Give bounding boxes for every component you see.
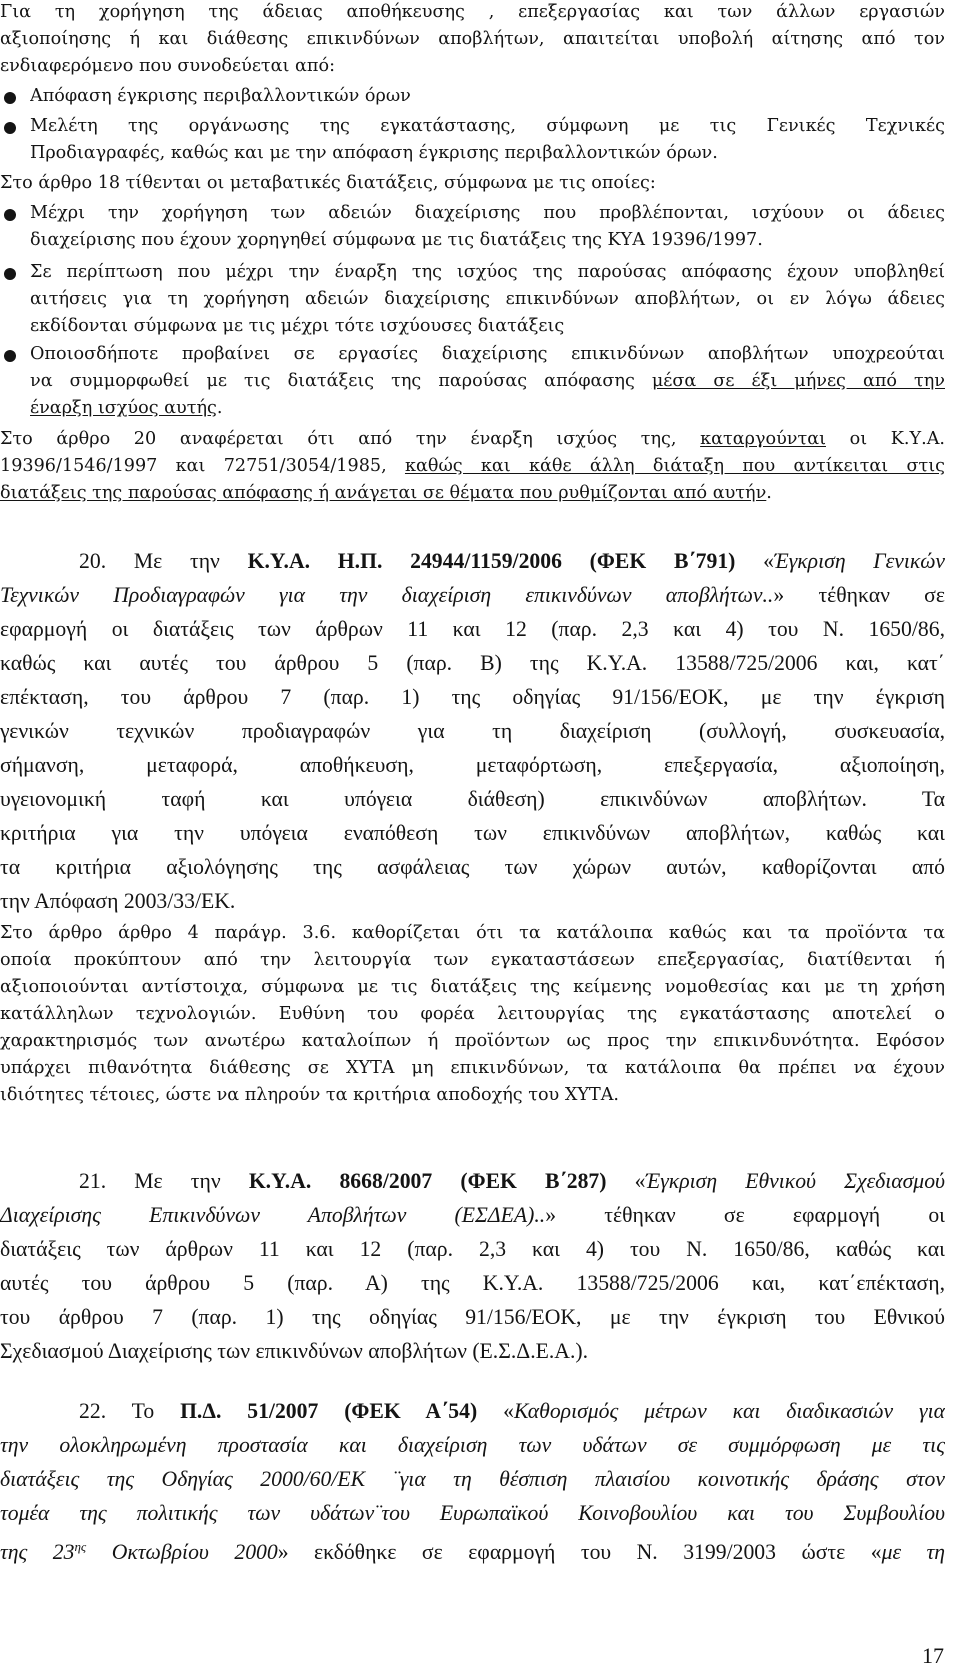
text-span: 22. Το [79,1399,181,1423]
italic-title: Τεχνικών Προδιαγραφών για την διαχείριση επικινδύνων αποβλήτων.. [0,583,774,607]
text-span: να συμμορφωθεί με τις διατάξεις της παρούσας απόφασης [30,371,652,391]
article-20-line [0,427,945,453]
bold-reference: Π.Δ. 51/2007 (ΦΕΚ Α΄54) [180,1399,478,1423]
section-22-line [0,1531,945,1568]
section-22-line [0,1429,945,1461]
section-21-line: Σχεδιασμού Διαχείρισης των επικινδύνων αποβλήτων (Ε.Σ.Δ.Ε.Α.). [0,1339,589,1363]
bullet-item-line: Μελέτη της οργάνωσης της εγκατάστασης, σύμφωνη με τις Γενικές Τεχνικές [30,116,945,136]
section-21-line: αυτές του άρθρου 5 (παρ. Α) της Κ.Υ.Α. 13588/725/2006 και, κατ΄επέκταση, [0,1271,945,1295]
article-4-line: υπάρχει πιθανότητα διάθεσης σε ΧΥΤΑ μη επικινδύνων, τα κατάλοιπα θα πρέπει να έχουν [0,1058,945,1078]
section-20-line: κριτήρια για την υπόγεια εναπόθεση των επικινδύνων αποβλήτων, καθώς και [0,821,945,845]
italic-text: της 23 [0,1540,75,1565]
italic-title: Διαχείρισης Επικινδύνων Αποβλήτων (ΕΣΔΕΑ).. [0,1203,546,1227]
italic-text: με τη [881,1540,945,1565]
section-20-line: σήμανση, μεταφορά, αποθήκευση, μεταφόρτωση, επεξεργασία, αξιοποίηση, [0,753,945,777]
article-18-text: Στο άρθρο 18 τίθενται οι μεταβατικές διατάξεις, σύμφωνα με τις οποίες: [0,173,656,193]
italic-title: Καθορισμός μέτρων και διαδικασιών για [513,1399,945,1423]
text-span: » εκδόθηκε σε εφαρμογή του Ν. 3199/2003 ώστε « [277,1540,882,1565]
bullet-item-line: αιτήσεις για τη χορήγηση αδειών διαχείρισης επικινδύνων αποβλήτων, οι εν λόγω άδειες [30,289,945,309]
intro-line: ενδιαφερόμενο που συνοδεύεται από: [0,56,336,76]
underlined-text: καθώς και κάθε άλλη διάταξη που αντίκειται στις [404,456,945,476]
bullet-icon [4,209,16,221]
bullet-item-line [30,369,945,395]
section-22-line [0,1497,945,1529]
bullet-item-line: εκδίδονται σύμφωνα με τις μέχρι τότε ισχύουσες διατάξεις [30,316,565,336]
article-20-line [0,454,945,480]
section-20-line: υγειονομική ταφή και υπόγεια διάθεση) επικινδύνων αποβλήτων. Τα [0,787,945,811]
bullet-icon [4,92,16,104]
section-21-line [0,1199,945,1231]
section-21-line: διατάξεις των άρθρων 11 και 12 (παρ. 2,3 και 4) του Ν. 1650/86, καθώς και [0,1237,945,1261]
text-span: « [606,1169,646,1193]
text-span: « [735,549,774,573]
bullet-icon [4,122,16,134]
text-span: 20. Με την [79,549,248,573]
bullet-icon [4,268,16,280]
article-4-line: οποία προκύπτουν από την λειτουργία των εγκαταστάσεων επεξεργασίας, διατίθενται ή [0,950,945,970]
bold-reference: Κ.Υ.Α. 8668/2007 (ΦΕΚ Β΄287) [248,1169,607,1193]
bullet-item: Απόφαση έγκρισης περιβαλλοντικών όρων [30,86,411,106]
bullet-item-line: Μέχρι την χορήγηση των αδειών διαχείρισης που προβλέπονται, ισχύουν οι άδειες [30,203,945,223]
section-22-line [0,1463,945,1495]
text-span: » τέθηκαν σε [773,583,945,607]
bullet-item-line [30,396,945,422]
intro-line: Για τη χορήγηση της άδειας αποθήκευσης , επεξεργασίας και των άλλων εργασιών [0,2,945,22]
section-20-line: εφαρμογή οι διατάξεις των άρθρων 11 και 12 (παρ. 2,3 και 4) του Ν. 1650/86, [0,617,945,641]
section-21-heading [79,1165,945,1197]
text-span: Στο άρθρο 20 αναφέρεται ότι από την έναρξη ισχύος της, [0,429,701,449]
bold-reference: Κ.Υ.Α. Η.Π. 24944/1159/2006 (ΦΕΚ Β΄791) [247,549,736,573]
underlined-text: μέσα σε έξι μήνες από την [651,371,945,391]
section-20-line: τα κριτήρια αξιολόγησης της ασφάλειας των χώρων αυτών, καθορίζονται από [0,855,945,879]
section-20-line [0,579,945,611]
text-span: « [477,1399,514,1423]
section-20-line: καθώς και αυτές του άρθρου 5 (παρ. Β) της Κ.Υ.Α. 13588/725/2006 και, κατ΄ [0,651,945,675]
italic-title: Έγκριση Γενικών [774,549,945,573]
section-21-line: του άρθρου 7 (παρ. 1) της οδηγίας 91/156/ΕΟΚ, με την έγκριση του Εθνικού [0,1305,945,1329]
article-20-line [0,481,945,507]
text-span: . [766,483,772,503]
page-number: 17 [922,1643,944,1668]
text-span: » τέθηκαν σε εφαρμογή οι [545,1203,945,1227]
article-4-line: Στο άρθρο άρθρο 4 παράγρ. 3.6. καθορίζεται ότι τα κατάλοιπα καθώς και τα προϊόντα τα [0,923,945,943]
bullet-item-line: Σε περίπτωση που μέχρι την έναρξη της ισχύος της παρούσας απόφασης έχουν υποβληθεί [30,262,945,282]
article-4-line: αξιοποιούνται αντίστοιχα, σύμφωνα με τις διατάξεις της κείμενης νομοθεσίας και με τη χρήση [0,977,945,997]
bullet-item-line: Οποιοσδήποτε προβαίνει σε εργασίες διαχείρισης επικινδύνων αποβλήτων υποχρεούται [30,344,945,364]
article-4-line: χαρακτηρισμός των ανωτέρω καταλοίπων ή προϊόντων ως προς την επικινδυνότητα. Εφόσον [0,1031,945,1051]
text-span: 21. Με την [79,1169,249,1193]
bullet-item-line: διαχείρισης που έχουν χορηγηθεί σύμφωνα με τις διατάξεις της ΚΥΑ 19396/1997. [30,230,763,250]
italic-text: τομέα της πολιτικής των υδάτων¨του Ευρωπαϊκού Κοινοβουλίου και του Συμβουλίου [0,1501,945,1525]
superscript: ης [74,1539,87,1554]
italic-text: την ολοκληρωμένη προστασία και διαχείριση των υδάτων σε συμμόρφωση με τις [0,1433,945,1457]
section-20-line: την Απόφαση 2003/33/ΕΚ. [0,889,236,913]
section-20-heading [79,545,945,577]
underlined-text: καταργούνται [700,429,826,449]
article-4-line: κατάλληλων τεχνολογιών. Ευθύνη του φορέα λειτουργίας της εγκατάστασης αποτελεί ο [0,1004,945,1024]
article-4-line: ιδιότητες τέτοιες, ώστε να πληρούν τα κριτήρια αποδοχής του ΧΥΤΑ. [0,1085,620,1105]
underlined-text: έναρξη ισχύος αυτής [30,398,217,418]
bullet-item-line: Προδιαγραφές, καθώς και με την απόφαση έγκρισης περιβαλλοντικών όρων. [30,143,718,163]
intro-line: αξιοποίησης ή και διάθεσης επικινδύνων αποβλήτων, απαιτείται υποβολή αίτησης από τον [0,29,945,49]
section-20-line: επέκταση, του άρθρου 7 (παρ. 1) της οδηγίας 91/156/ΕΟΚ, με την έγκριση [0,685,945,709]
text-span: 19396/1546/1997 και 72751/3054/1985, [0,456,405,476]
bullet-icon [4,350,16,362]
italic-text: διατάξεις της Οδηγίας 2000/60/ΕΚ ¨για τη θέσπιση πλαισίου κοινοτικής δράσης στον [0,1467,945,1491]
section-20-line: γενικών τεχνικών προδιαγραφών για τη διαχείριση (συλλογή, συσκευασία, [0,719,945,743]
italic-text: Οκτωβρίου 2000 [86,1540,278,1565]
italic-title: Έγκριση Εθνικού Σχεδιασμού [645,1169,945,1193]
underlined-text: διατάξεις της παρούσας απόφασης ή ανάγεται σε θέματα που ρυθμίζονται από αυτήν [0,483,767,503]
section-22-heading [79,1395,945,1427]
text-span: . [216,398,223,418]
text-span: οι Κ.Υ.Α. [825,429,945,449]
